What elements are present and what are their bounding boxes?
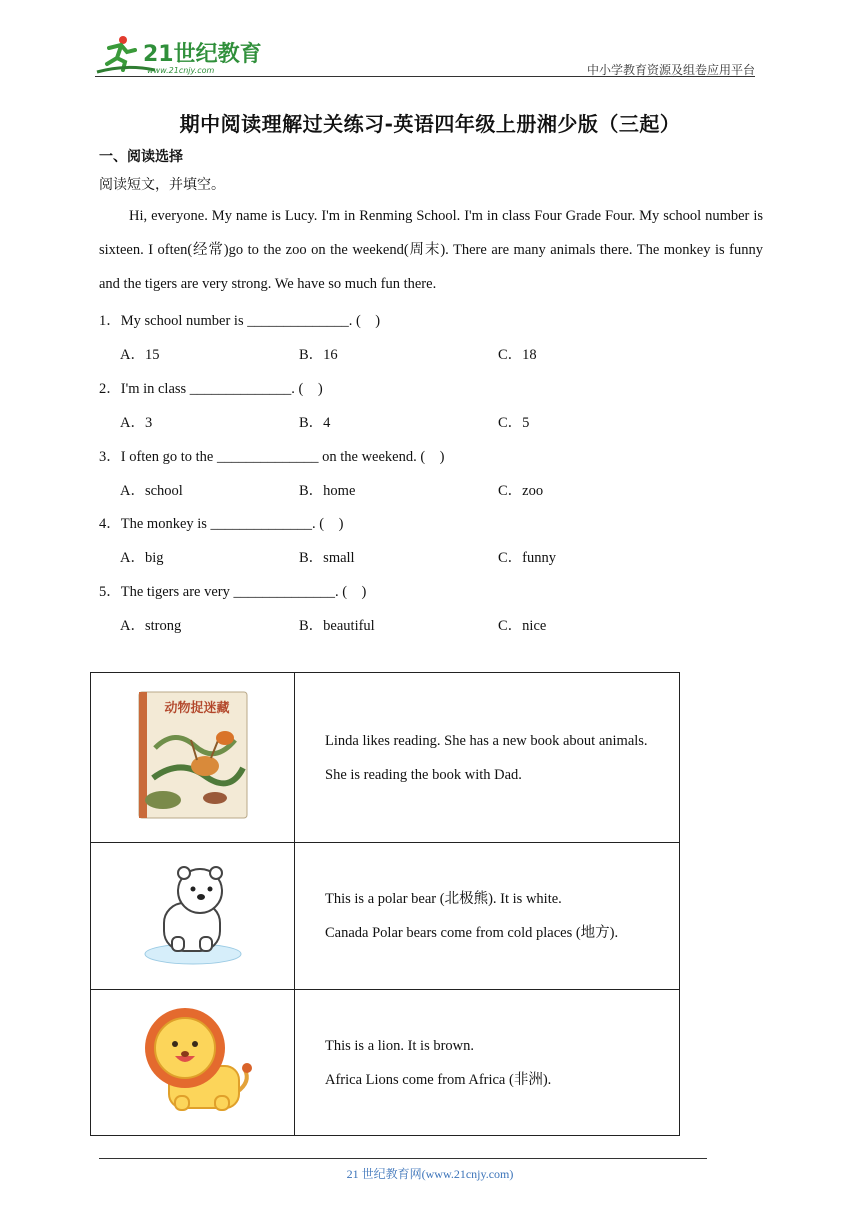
table-row xyxy=(91,843,680,990)
question-5-option-c[interactable]: C．nice xyxy=(498,618,547,634)
page-title: 期中阅读理解过关练习-英语四年级上册湘少版（三起） xyxy=(179,112,681,136)
question-1-option-c[interactable]: C．18 xyxy=(498,347,537,363)
book-title-text: 动物捉迷藏 xyxy=(163,701,230,716)
question-4: 4．The monkey is ______________. ( ) xyxy=(99,516,344,532)
question-1-option-a[interactable]: A．15 xyxy=(120,347,160,363)
info-card-table xyxy=(90,672,680,1136)
card-image-cell xyxy=(91,990,295,1136)
question-1: 1．My school number is ______________. ( ) xyxy=(99,313,381,329)
card-line: Africa Lions come from Africa (非洲). xyxy=(325,1071,552,1088)
card-text-cell xyxy=(295,990,680,1136)
question-2: 2．I'm in class ______________. ( ) xyxy=(99,381,323,397)
logo-text: 21世纪教育 xyxy=(143,42,262,67)
card-text-cell xyxy=(295,843,680,990)
table-row xyxy=(91,990,680,1136)
page-header xyxy=(95,30,755,80)
card-text-cell xyxy=(295,673,680,843)
question-4-option-a[interactable]: A．big xyxy=(120,550,164,566)
footer-link[interactable]: 21 世纪教育网(www.21cnjy.com) xyxy=(346,1167,514,1181)
reading-passage: Hi, everyone. My name is Lucy. I'm in Renming School. I'm in class Four Grade Four. My school number is sixteen. I often(经常)go to the zoo on the weekend(周末). There are many animals there. The monkey is funny and the tigers are very strong. We have so much fun there. xyxy=(99,208,763,292)
question-3-option-a[interactable]: A．school xyxy=(120,483,183,499)
site-logo[interactable] xyxy=(95,34,265,76)
question-3-option-b[interactable]: B．home xyxy=(299,483,356,499)
question-3-option-c[interactable]: C．zoo xyxy=(498,483,544,499)
question-2-option-a[interactable]: A．3 xyxy=(120,415,153,431)
table-row xyxy=(91,673,680,843)
card-line: This is a polar bear (北极熊). It is white. xyxy=(325,891,562,907)
question-5-option-b[interactable]: B．beautiful xyxy=(299,618,375,634)
card-image-cell xyxy=(91,673,295,843)
lion-image xyxy=(131,1004,255,1116)
card-line: Canada Polar bears come from cold places (地方). xyxy=(325,925,619,941)
question-2-option-c[interactable]: C．5 xyxy=(498,415,530,431)
platform-name: 中小学教育资源及组卷应用平台 xyxy=(586,63,755,77)
card-image-cell xyxy=(91,843,295,990)
question-4-option-c[interactable]: C．funny xyxy=(498,550,556,566)
polar-bear-image xyxy=(138,859,248,969)
header-divider xyxy=(95,76,755,77)
question-5: 5．The tigers are very ______________. ( ) xyxy=(99,584,367,600)
question-4-option-b[interactable]: B．small xyxy=(299,550,355,566)
question-3: 3．I often go to the ______________ on the weekend. ( ) xyxy=(99,449,445,465)
question-5-option-a[interactable]: A．strong xyxy=(120,618,182,634)
logo-url: www.21cnjy.com xyxy=(147,66,215,75)
footer-divider xyxy=(99,1158,707,1159)
instruction-text: 阅读短文，并填空。 xyxy=(99,177,225,193)
question-1-option-b[interactable]: B．16 xyxy=(299,347,338,363)
section-heading: 一、阅读选择 xyxy=(99,149,183,165)
card-line: Linda likes reading. She has a new book about animals. xyxy=(325,732,648,749)
card-line: She is reading the book with Dad. xyxy=(325,766,522,783)
card-line: This is a lion. It is brown. xyxy=(325,1037,475,1054)
question-2-option-b[interactable]: B．4 xyxy=(299,415,331,431)
animal-book-cover-image xyxy=(135,688,251,822)
